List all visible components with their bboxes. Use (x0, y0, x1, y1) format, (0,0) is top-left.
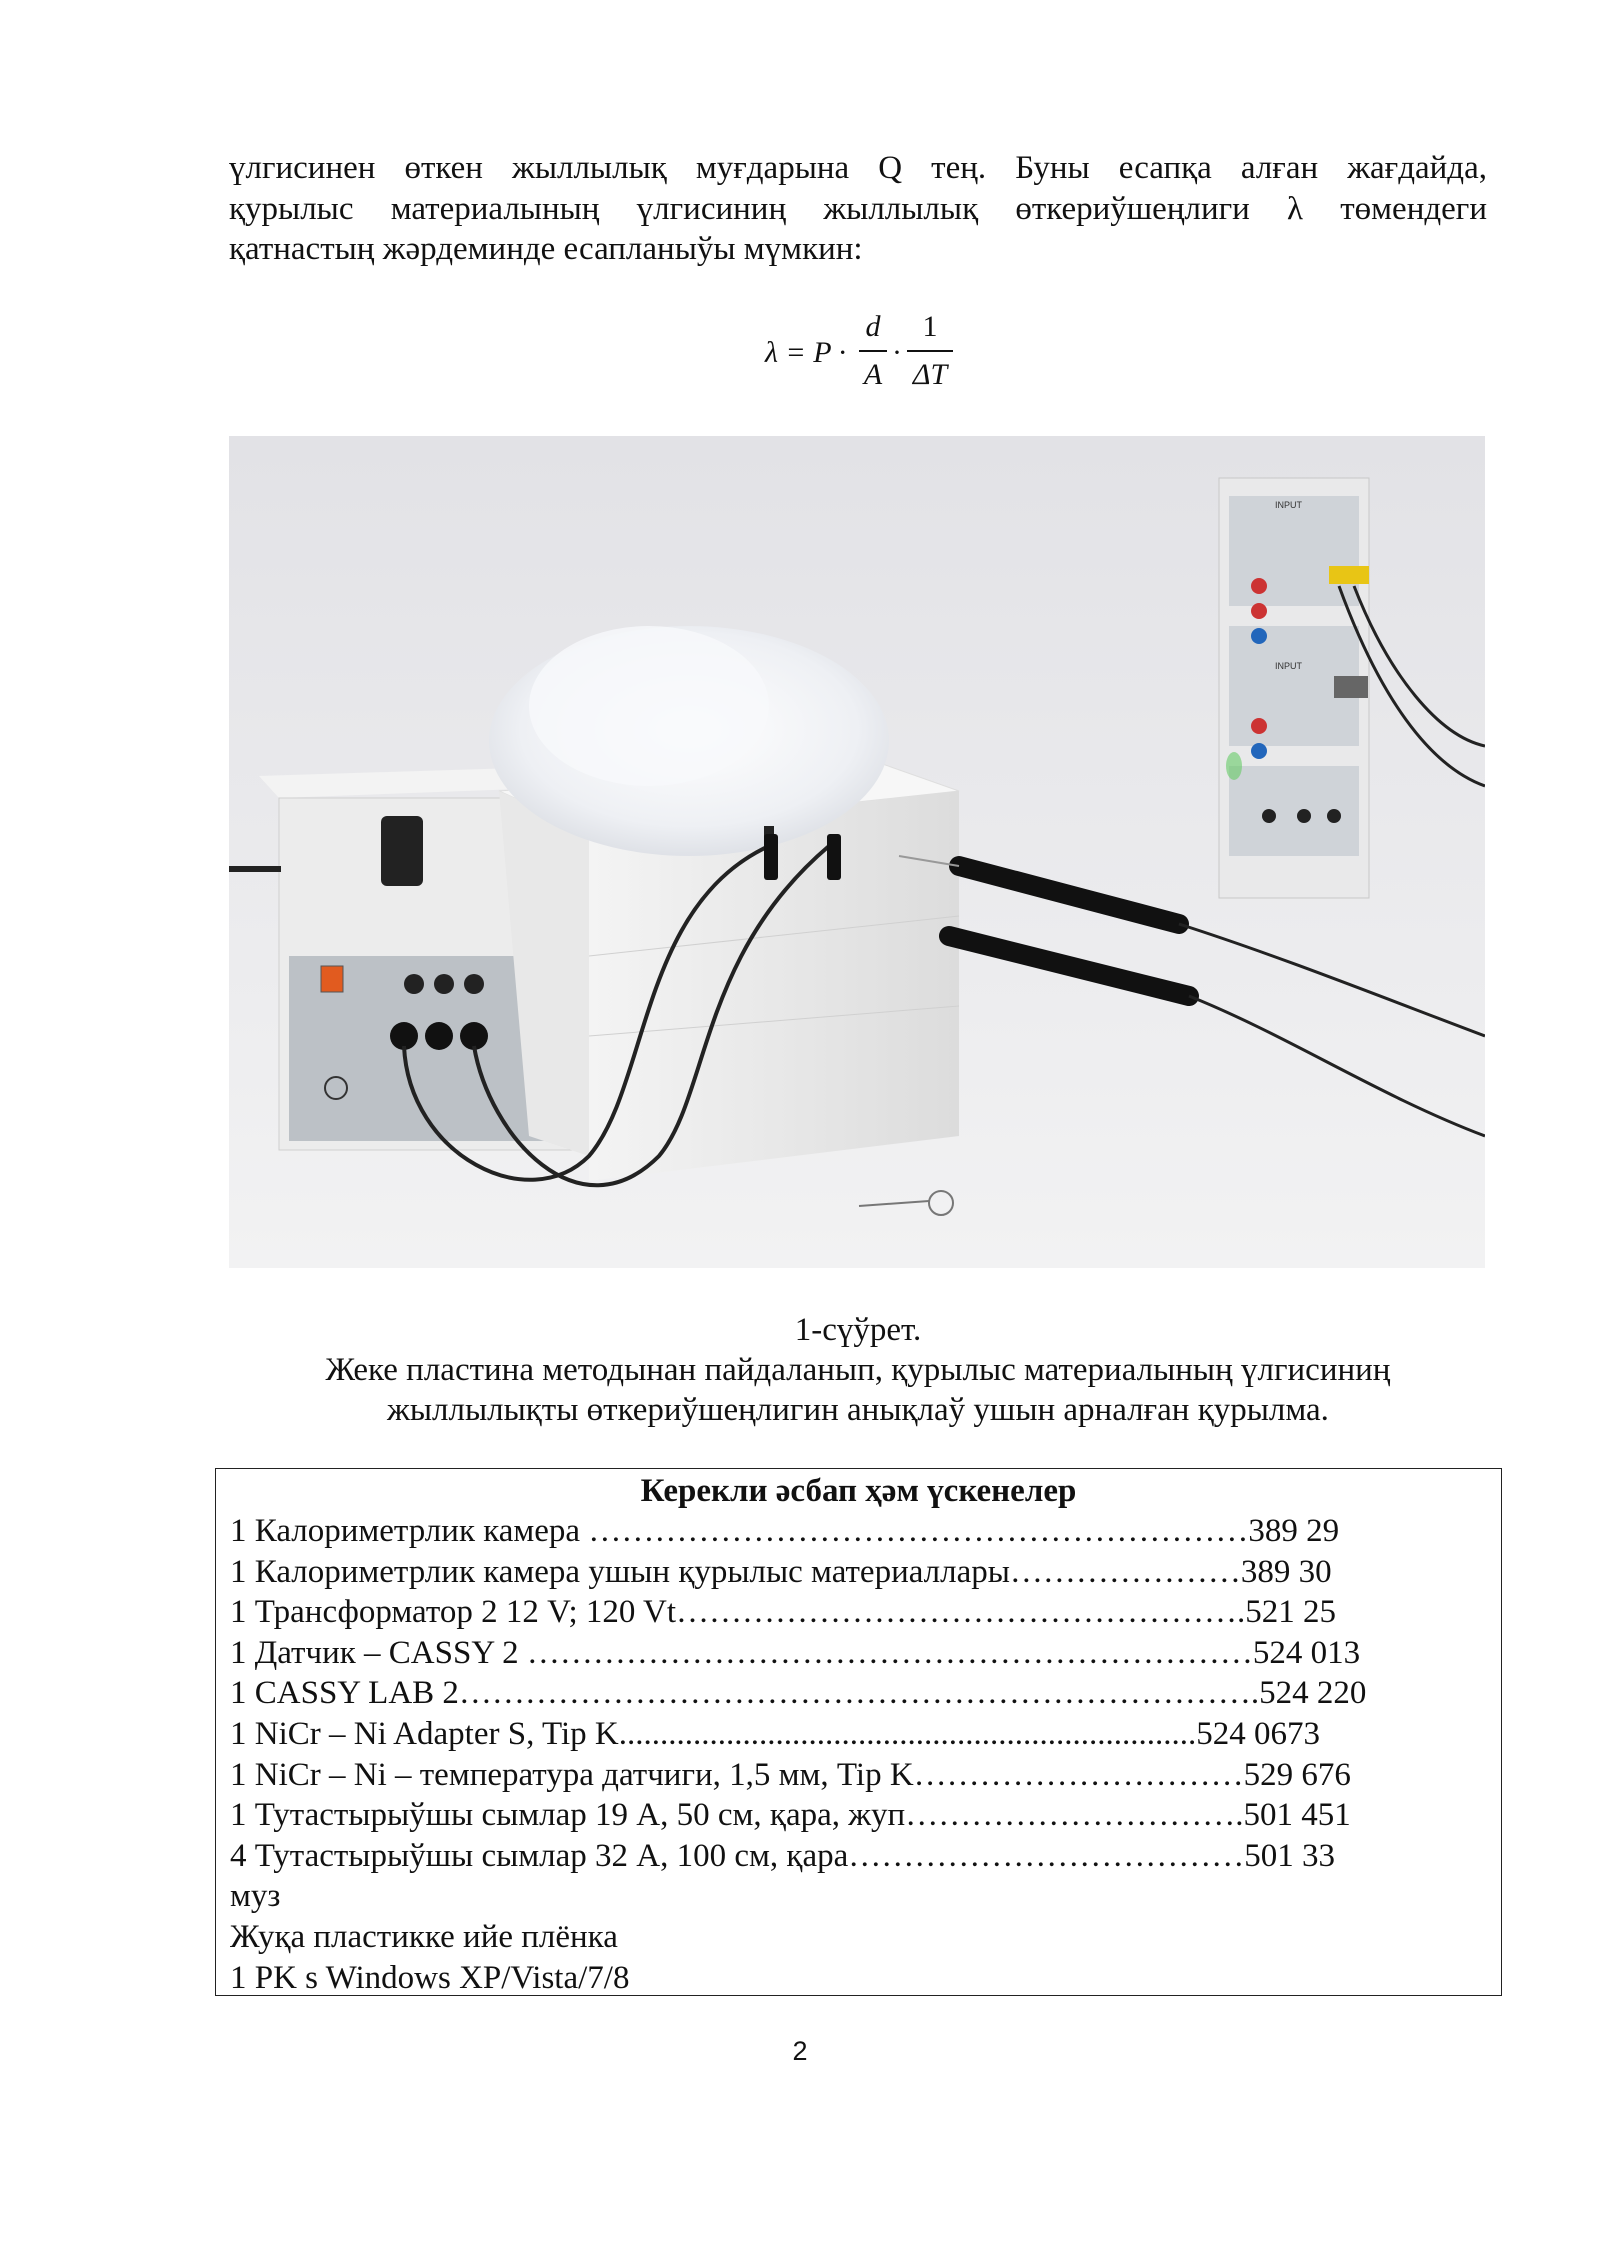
equipment-box (215, 1468, 1502, 1996)
intro-line: қатнастың жәрдеминде есапланыўы мүмкин: (229, 231, 863, 267)
intro-line: үлгисинен өткен жыллылық муғдарына Q тең. Буны есапқа алған жағдайда, (229, 150, 1487, 186)
formula-dot: · (892, 336, 902, 369)
input-label-top: INPUT (1275, 500, 1302, 510)
equipment-item: 1 NiCr – Ni – температура датчиги, 1,5 мм, Tip K…………………………529 676 (230, 1756, 1351, 1793)
equipment-item: 1 Трансформатор 2 12 V; 120 Vt…………………………………………….521 25 (230, 1594, 1337, 1631)
equipment-item: 1 CASSY LAB 2……………………………………………………………….524 220 (230, 1675, 1367, 1712)
equipment-item: муз (230, 1878, 281, 1915)
equipment-item: 1 NiCr – Ni Adapter S, Tip K......................................................................524 0673 (230, 1715, 1320, 1752)
formula-lhs: λ = P · (765, 336, 847, 369)
intro-paragraph (229, 148, 1487, 270)
formula-denominator-delta-t: ΔT (912, 358, 948, 391)
figure-caption (229, 1350, 1487, 1430)
fraction-bar (907, 350, 953, 352)
formula-numerator-d: d (865, 310, 881, 343)
equipment-item: 1 Тутастырыўшы сымлар 19 A, 50 см, қара, жуп………………………….501 451 (230, 1797, 1351, 1834)
figure-number: 1-сүўрет. (794, 1312, 922, 1348)
figure-caption-line: жыллылықты өткериўшеңлигин анықлаў ушын арналған қурылма. (387, 1392, 1329, 1428)
equipment-item: 1 Калориметрлик камера ……………………………………………………389 29 (230, 1513, 1340, 1549)
intro-line: қурылыс материалының үлгисиниң жыллылық өткериўшеңлиги λ төмендеги (229, 190, 1487, 227)
formula-denominator-a: A (863, 358, 883, 391)
figure-caption-line: Жеке пластина методынан пайдаланып, қурылыс материалының үлгисиниң (325, 1352, 1391, 1388)
thermal-conductivity-formula (765, 306, 1025, 406)
fraction-bar (859, 350, 887, 352)
equipment-item: 1 PK s Windows XP/Vista/7/8 (230, 1959, 630, 1996)
apparatus-photo (229, 436, 1485, 1268)
equipment-item: 1 Датчик – CASSY 2 …………………………………………………………524 013 (230, 1634, 1361, 1671)
page-number: 2 (792, 2036, 808, 2066)
equipment-item: 4 Тутастырыўшы сымлар 32 A, 100 см, қара………………………………501 33 (230, 1837, 1335, 1874)
input-label-mid: INPUT (1275, 661, 1302, 671)
equipment-item: 1 Калориметрлик камера ушын қурылыс материаллары…………………389 30 (230, 1553, 1332, 1590)
formula-numerator-one: 1 (922, 310, 938, 343)
equipment-item: Жуқа пластикке ийе плёнка (230, 1918, 618, 1955)
equipment-title: Керекли әсбап ҳәм үскенелер (640, 1473, 1077, 1509)
